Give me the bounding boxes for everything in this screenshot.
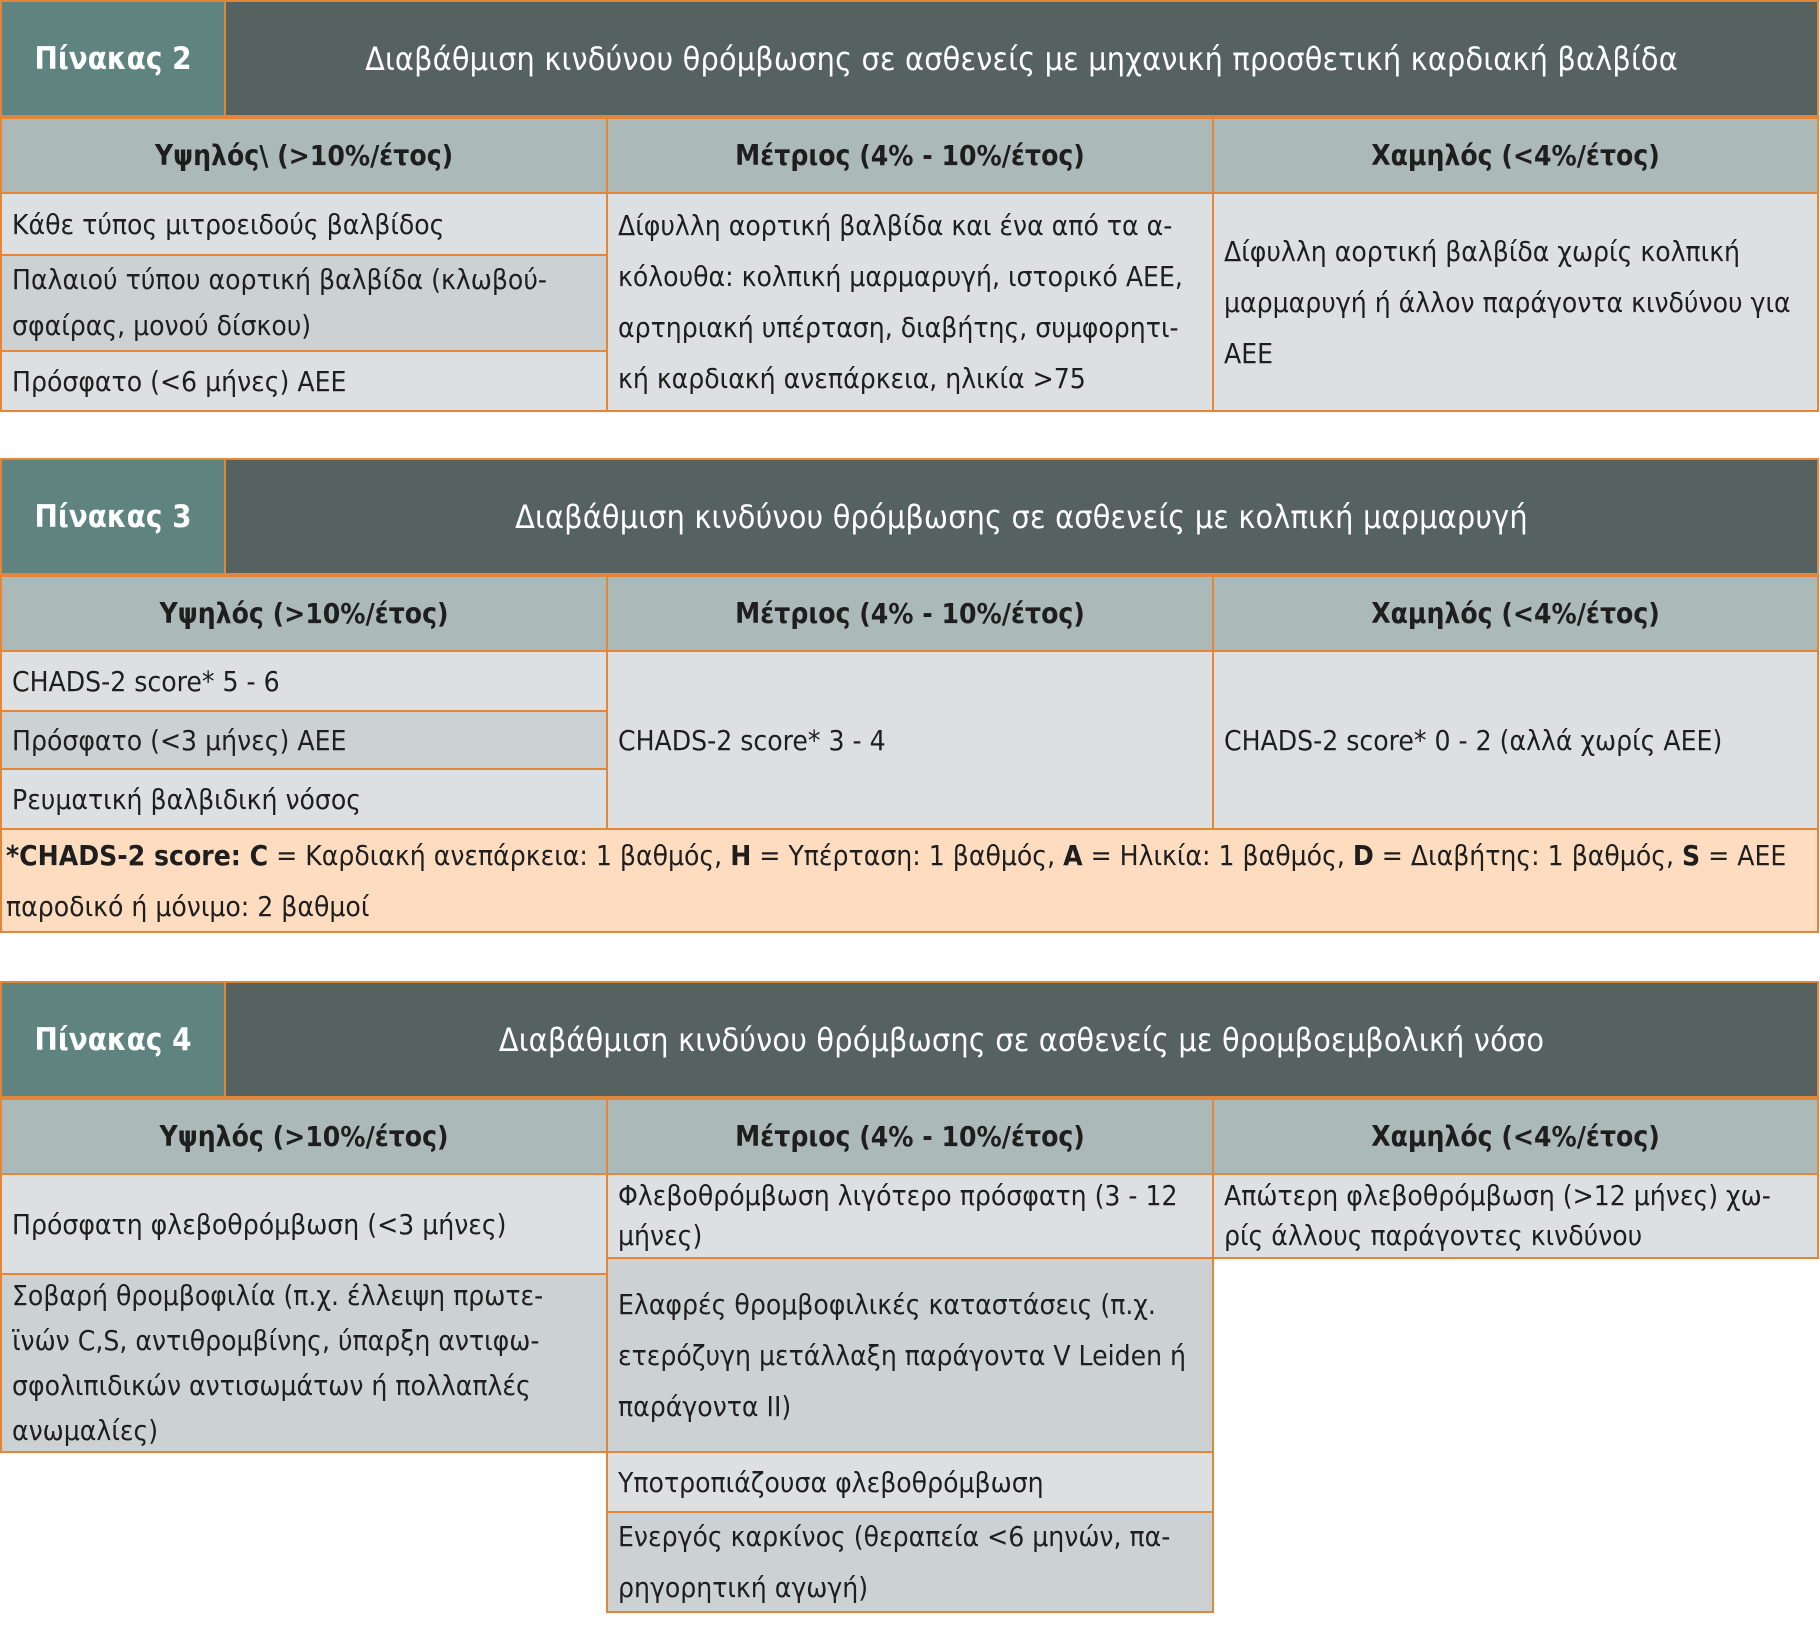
column-header-high: Υψηλός\ (>10%/έτος)	[0, 117, 608, 194]
high-risk-item: CHADS-2 score* 5 - 6	[0, 650, 608, 712]
table-title: Διαβάθμιση κινδύνου θρόμβωσης σε ασθενείς με μηχανική προσθετική καρδιακή βαλβίδα	[224, 0, 1819, 117]
table-3	[0, 458, 1819, 933]
footnote-text: *CHADS-2 score: C = Καρδιακή ανεπάρκεια: 1 βαθμός, H = Υπέρταση: 1 βαθμός, A = Ηλικία: 1 βαθμός, D = Διαβήτης: 1 βαθμός, S = ΑΕΕ παροδικό ή μόνιμο: 2 βαθμοί	[6, 838, 1787, 923]
column-header-low: Χαμηλός (<4%/έτος)	[1212, 117, 1819, 194]
column-header-moderate: Μέτριος (4% - 10%/έτος)	[606, 575, 1214, 652]
column-header-low: Χαμηλός (<4%/έτος)	[1212, 1098, 1819, 1175]
moderate-risk-item: Φλεβοθρόμβωση λιγότερο πρόσφατη (3 - 12 μήνες)	[606, 1173, 1214, 1259]
table-number: Πίνακας 4	[0, 981, 224, 1098]
low-risk-cell: Απώτερη φλεβοθρόμβωση (>12 μήνες) χω-ρίς άλλους παράγοντες κινδύνου	[1212, 1173, 1819, 1259]
high-risk-item: Πρόσφατο (<6 μήνες) ΑΕΕ	[0, 350, 608, 412]
low-risk-cell: CHADS-2 score* 0 - 2 (αλλά χωρίς ΑΕΕ)	[1212, 650, 1819, 830]
column-header-low: Χαμηλός (<4%/έτος)	[1212, 575, 1819, 652]
high-risk-item: Ρευματική βαλβιδική νόσος	[0, 768, 608, 830]
moderate-risk-item: Υποτροπιάζουσα φλεβοθρόμβωση	[606, 1451, 1214, 1513]
column-header-moderate: Μέτριος (4% - 10%/έτος)	[606, 1098, 1214, 1175]
high-risk-item: Σοβαρή θρομβοφιλία (π.χ. έλλειψη πρωτε-ϊνών C,S, αντιθρομβίνης, ύπαρξη αντιφω-σφολιπιδικών αντισωμάτων ή πολλαπλές ανωμαλίες)	[0, 1273, 608, 1453]
column-header-moderate: Μέτριος (4% - 10%/έτος)	[606, 117, 1214, 194]
table-header	[0, 458, 1819, 575]
table-title: Διαβάθμιση κινδύνου θρόμβωσης σε ασθενείς με κολπική μαρμαρυγή	[224, 458, 1819, 575]
moderate-risk-item: Ενεργός καρκίνος (θεραπεία <6 μηνών, πα-ρηγορητική αγωγή)	[606, 1511, 1214, 1613]
column-header-high: Υψηλός (>10%/έτος)	[0, 1098, 608, 1175]
moderate-risk-cell: CHADS-2 score* 3 - 4	[606, 650, 1214, 830]
moderate-risk-cell: Δίφυλλη αορτική βαλβίδα και ένα από τα α-κόλουθα: κολπική μαρμαρυγή, ιστορικό ΑΕΕ, αρτηριακή υπέρταση, διαβήτης, συμφορητι-κή καρδιακή ανεπάρκεια, ηλικία >75	[606, 192, 1214, 412]
column-header-high: Υψηλός (>10%/έτος)	[0, 575, 608, 652]
table-2	[0, 0, 1819, 412]
low-risk-cell: Δίφυλλη αορτική βαλβίδα χωρίς κολπική μαρμαρυγή ή άλλον παράγοντα κινδύνου για ΑΕΕ	[1212, 192, 1819, 412]
high-risk-item: Παλαιού τύπου αορτική βαλβίδα (κλωβού-σφαίρας, μονού δίσκου)	[0, 254, 608, 352]
table-number: Πίνακας 3	[0, 458, 224, 575]
table-header	[0, 0, 1819, 117]
moderate-risk-item: Ελαφρές θρομβοφιλικές καταστάσεις (π.χ. ετερόζυγη μετάλλαξη παράγοντα V Leiden ή παράγοντα II)	[606, 1257, 1214, 1453]
table-header	[0, 981, 1819, 1098]
high-risk-item: Κάθε τύπος μιτροειδούς βαλβίδος	[0, 192, 608, 256]
chads-footnote	[0, 828, 1819, 933]
table-4	[0, 981, 1819, 1631]
high-risk-item: Πρόσφατο (<3 μήνες) ΑΕΕ	[0, 710, 608, 770]
table-number: Πίνακας 2	[0, 0, 224, 117]
high-risk-item: Πρόσφατη φλεβοθρόμβωση (<3 μήνες)	[0, 1173, 608, 1275]
table-title: Διαβάθμιση κινδύνου θρόμβωσης σε ασθενείς με θρομβοεμβολική νόσο	[224, 981, 1819, 1098]
